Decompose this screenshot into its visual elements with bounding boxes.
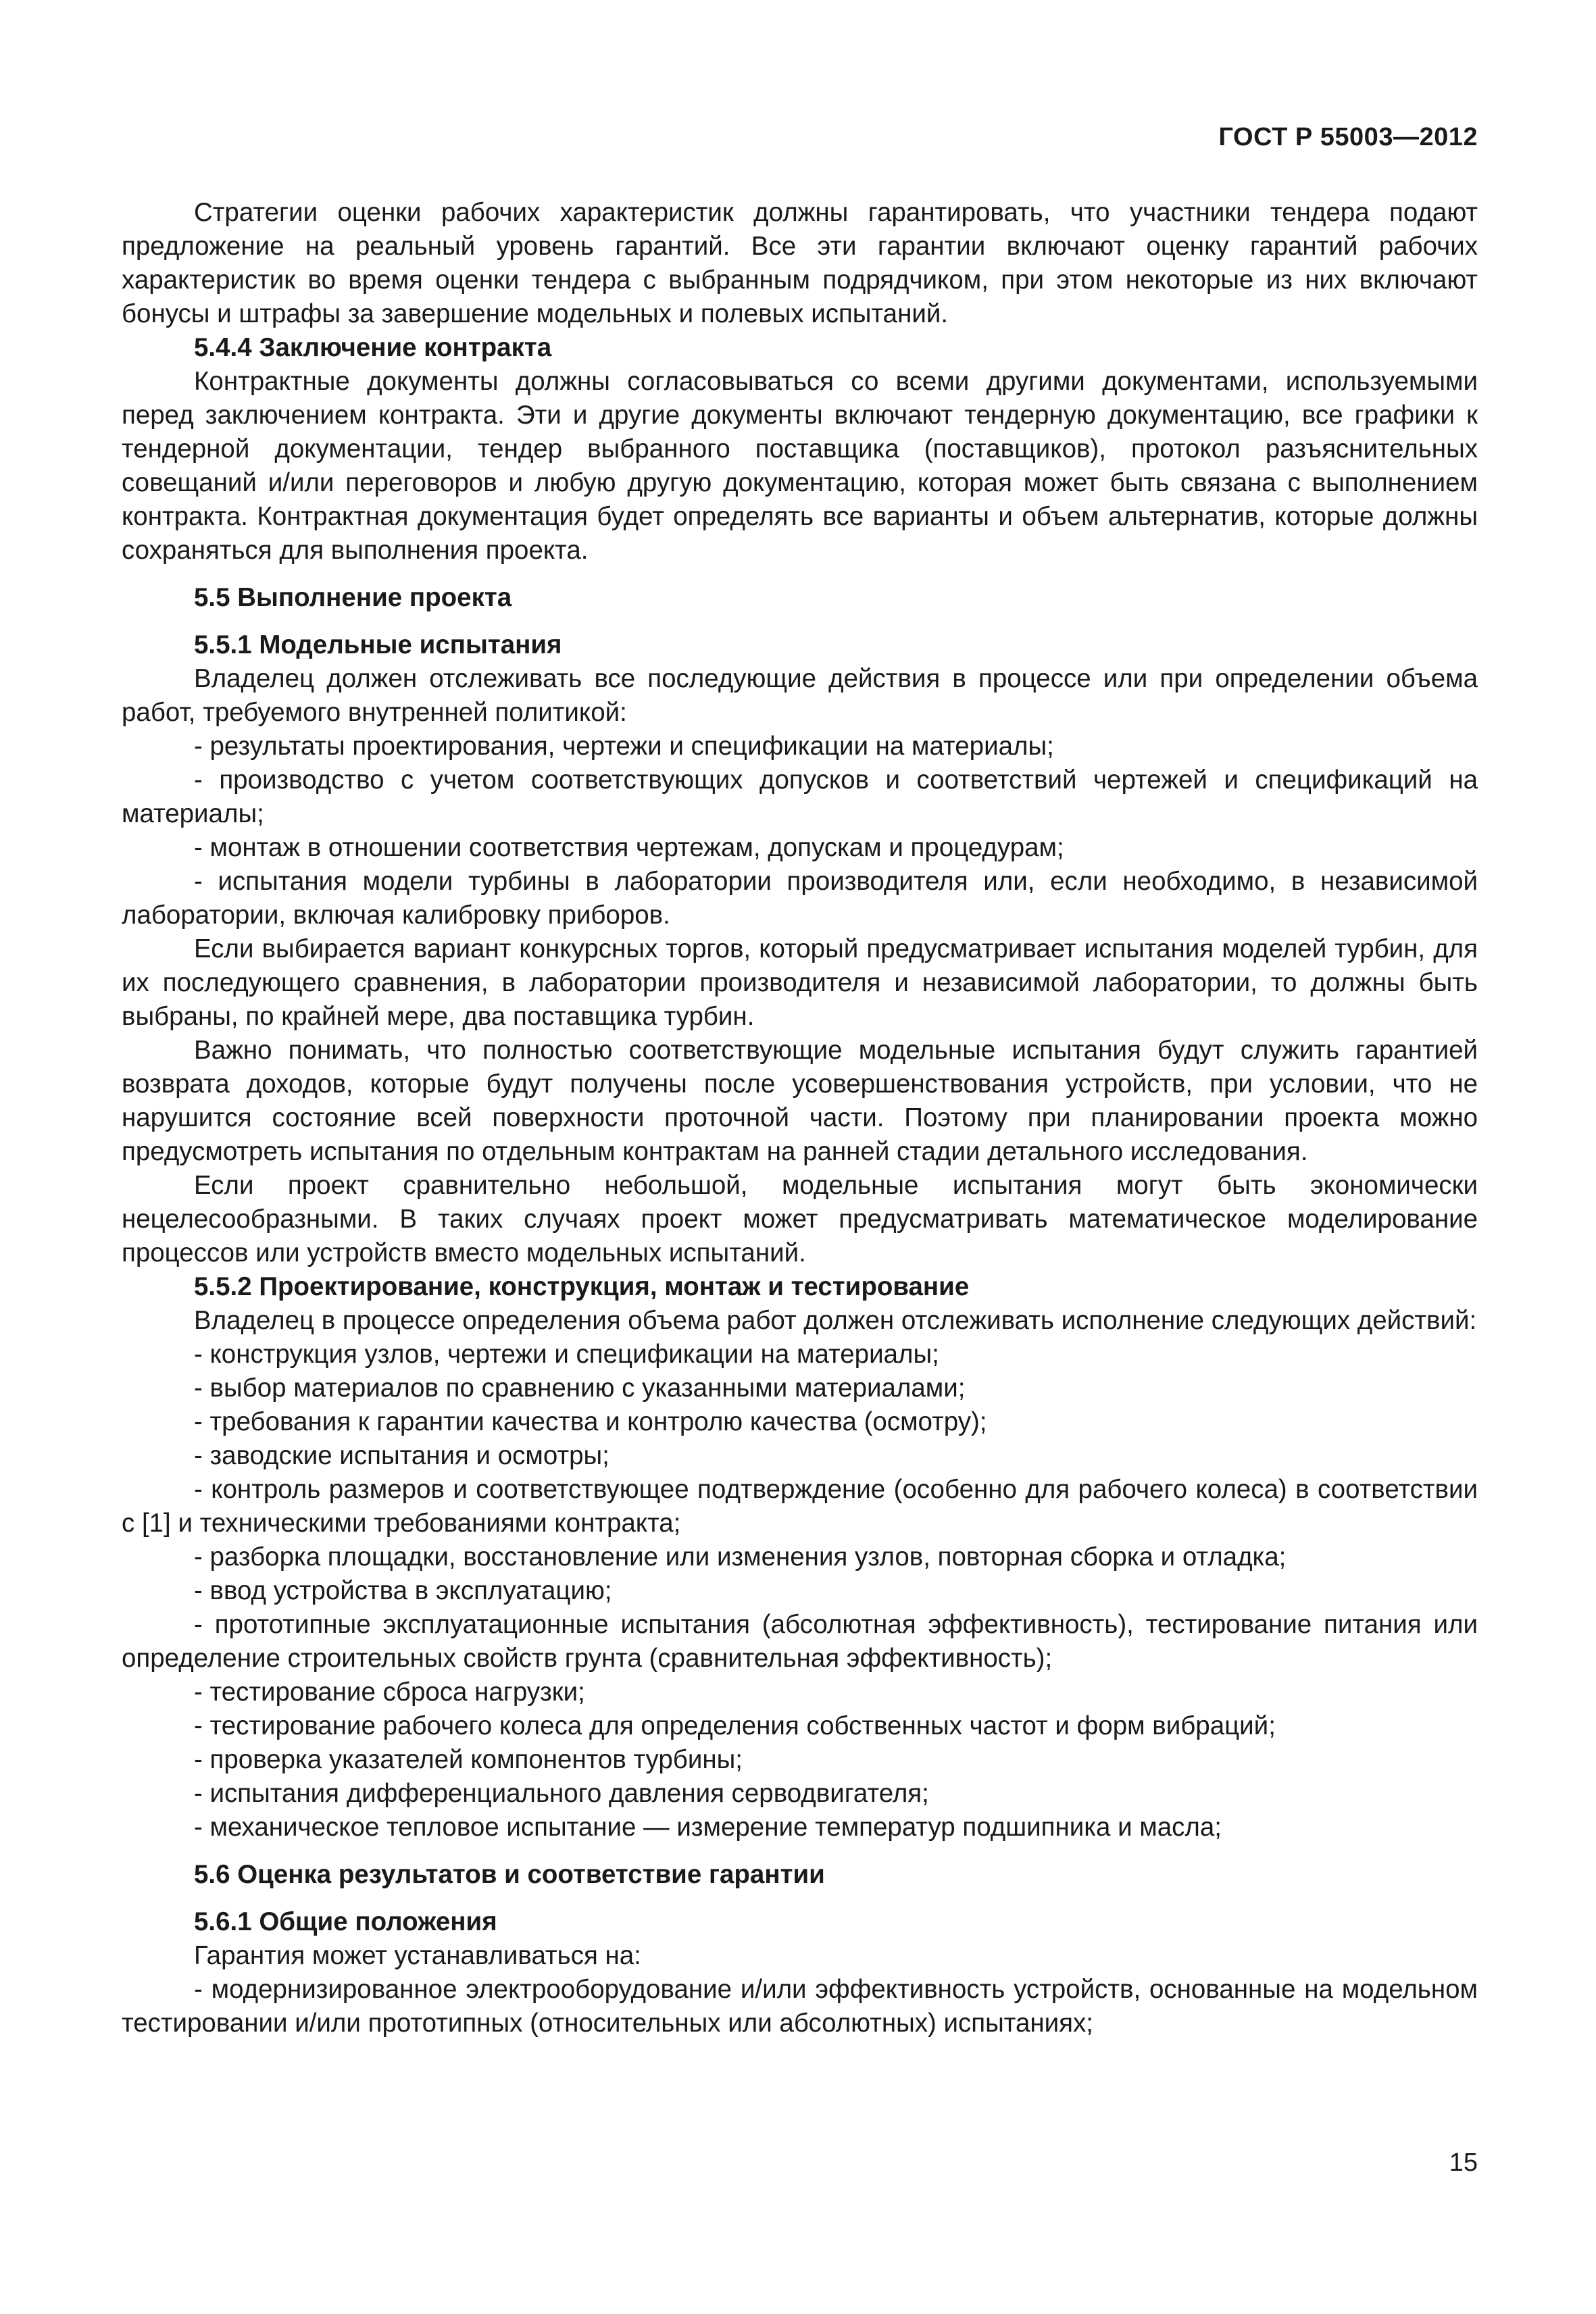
list-item: - монтаж в отношении соответствия чертежам, допускам и процедурам;	[194, 833, 1064, 862]
list-item: - производство с учетом соответствующих допусков и соответствий чертежей и спецификаций на материалы;	[122, 765, 1478, 828]
section-heading: 5.6.1 Общие положения	[194, 1907, 497, 1936]
paragraph: Гарантия может устанавливаться на:	[194, 1941, 641, 1970]
list-item: - испытания дифференциального давления серводвигателя;	[194, 1779, 929, 1808]
section-heading: 5.6 Оценка результатов и соответствие гарантии	[194, 1860, 825, 1889]
list-item: - контроль размеров и соответствующее подтверждение (особенно для рабочего колеса) в соответствии с [1] и техническими требованиями контракта;	[122, 1475, 1478, 1538]
list-item: - испытания модели турбины в лаборатории производителя или, если необходимо, в независимой лаборатории, включая калибровку приборов.	[122, 867, 1478, 930]
list-item: - выбор материалов по сравнению с указанными материалами;	[194, 1374, 966, 1403]
paragraph: Контрактные документы должны согласовываться со всеми другими документами, используемыми перед заключением контракта. Эти и другие документы включают тендерную документацию, все графики к тендерной документации, тендер выбранного поставщика (поставщиков), протокол разъяснительных совещаний и/или переговоров и любую другую документацию, которая может быть связана с выполнением контракта. Контрактная документация будет определять все варианты и объем альтернатив, которые должны сохраняться для выполнения проекта.	[122, 367, 1478, 565]
list-item: - ввод устройства в эксплуатацию;	[194, 1576, 612, 1605]
section-heading: 5.5.2 Проектирование, конструкция, монтаж и тестирование	[194, 1272, 970, 1301]
page-number: 15	[1449, 2148, 1478, 2177]
list-item: - конструкция узлов, чертежи и спецификации на материалы;	[194, 1340, 939, 1369]
paragraph: Если проект сравнительно небольшой, модельные испытания могут быть экономически нецелесообразными. В таких случаях проект может предусматривать математическое моделирование процессов или устройств вместо модельных испытаний.	[122, 1171, 1478, 1267]
document-header: ГОСТ Р 55003—2012	[1218, 123, 1478, 151]
list-item: - требования к гарантии качества и контролю качества (осмотру);	[194, 1407, 987, 1436]
paragraph: Стратегии оценки рабочих характеристик должны гарантировать, что участники тендера подают предложение на реальный уровень гарантий. Все эти гарантии включают оценку гарантий рабочих характеристик во время оценки тендера с выбранным подрядчиком, при этом некоторые из них включают бонусы и штрафы за завершение модельных и полевых испытаний.	[122, 198, 1478, 328]
list-item: - разборка площадки, восстановление или изменения узлов, повторная сборка и отладка;	[194, 1542, 1287, 1571]
paragraph: Владелец должен отслеживать все последующие действия в процессе или при определении объема работ, требуемого внутренней политикой:	[122, 664, 1478, 727]
paragraph: Если выбирается вариант конкурсных торгов, который предусматривает испытания моделей турбин, для их последующего сравнения, в лаборатории производителя и независимой лаборатории, то должны быть выбраны, по крайней мере, два поставщика турбин.	[122, 934, 1478, 1031]
list-item: - механическое тепловое испытание — измерение температур подшипника и масла;	[194, 1813, 1222, 1842]
document-body	[122, 196, 1478, 2040]
section-heading: 5.5 Выполнение проекта	[194, 583, 512, 612]
list-item: - модернизированное электрооборудование и/или эффективность устройств, основанные на модельном тестировании и/или прототипных (относительных или абсолютных) испытаниях;	[122, 1975, 1478, 2038]
paragraph: Владелец в процессе определения объема работ должен отслеживать исполнение следующих действий:	[194, 1306, 1477, 1335]
list-item: - тестирование рабочего колеса для определения собственных частот и форм вибраций;	[194, 1711, 1276, 1740]
section-heading: 5.4.4 Заключение контракта	[194, 333, 552, 362]
list-item: - заводские испытания и осмотры;	[194, 1441, 609, 1470]
paragraph: Важно понимать, что полностью соответствующие модельные испытания будут служить гарантией возврата доходов, которые будут получены после усовершенствования устройств, при условии, что не нарушится состояние всей поверхности проточной части. Поэтому при планировании проекта можно предусмотреть испытания по отдельным контрактам на ранней стадии детального исследования.	[122, 1036, 1478, 1166]
list-item: - проверка указателей компонентов турбины;	[194, 1745, 743, 1774]
section-heading: 5.5.1 Модельные испытания	[194, 630, 562, 659]
list-item: - прототипные эксплуатационные испытания (абсолютная эффективность), тестирование питания или определение строительных свойств грунта (сравнительная эффективность);	[122, 1610, 1478, 1673]
list-item: - тестирование сброса нагрузки;	[194, 1678, 585, 1707]
list-item: - результаты проектирования, чертежи и спецификации на материалы;	[194, 732, 1054, 761]
